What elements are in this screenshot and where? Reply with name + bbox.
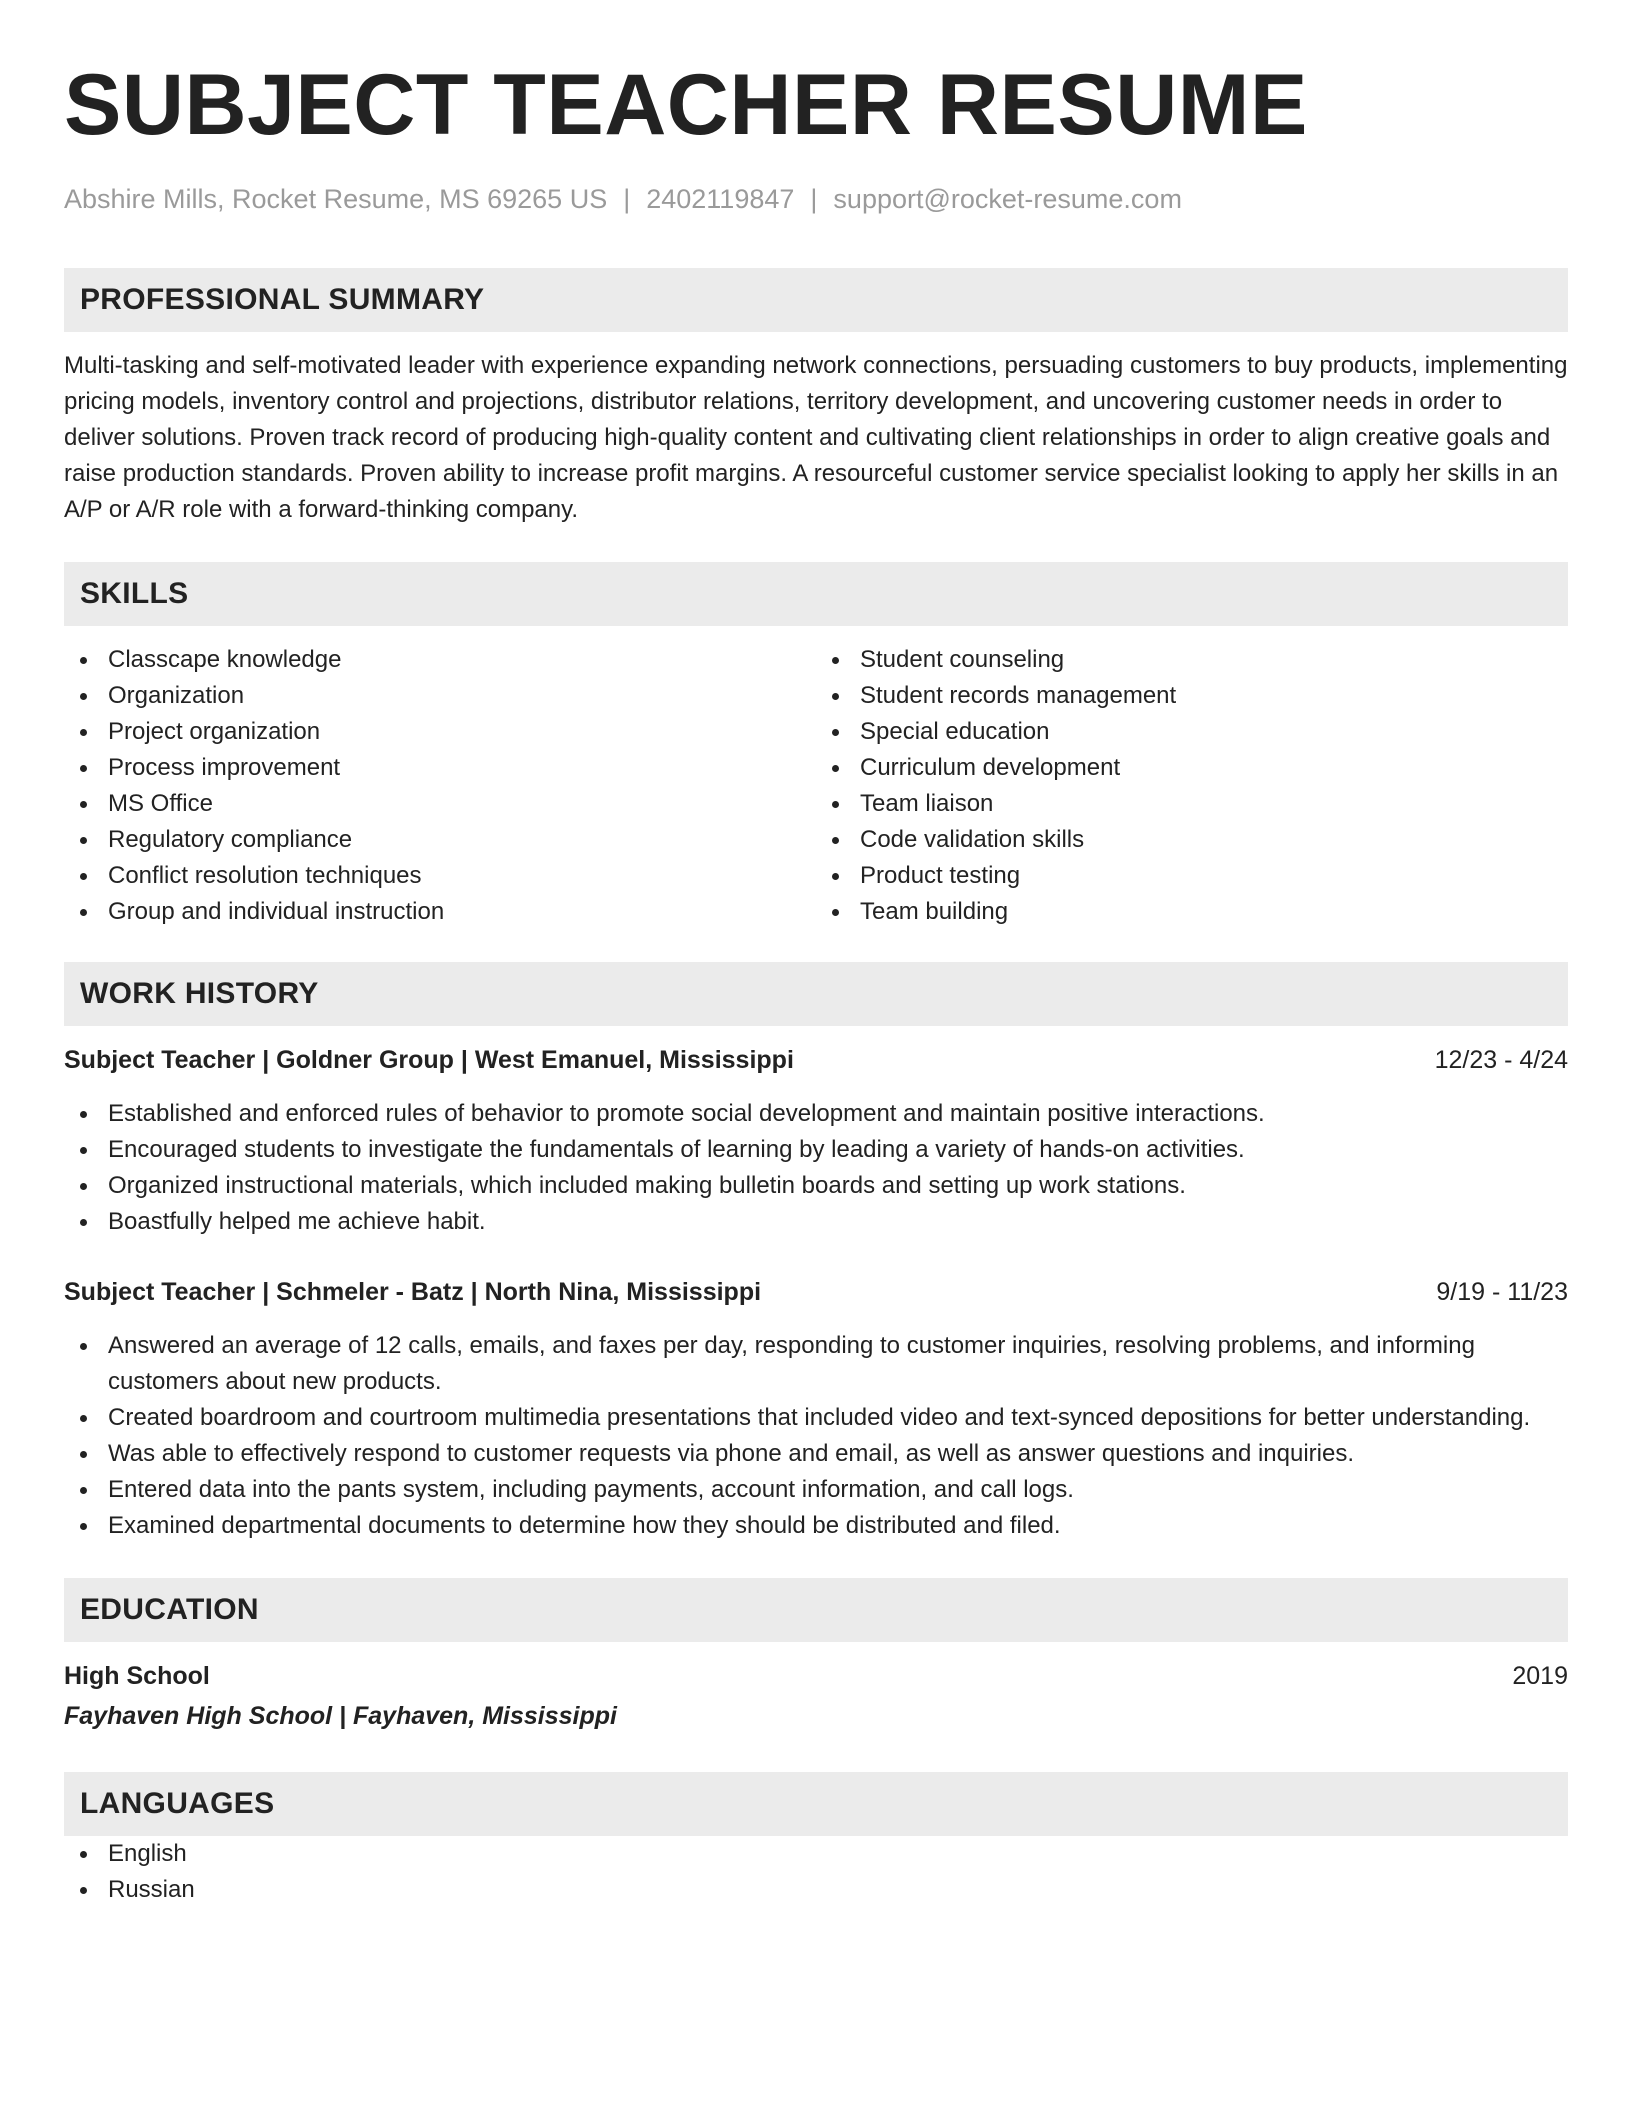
- skills-grid: [64, 642, 1568, 930]
- job-header: [64, 1042, 1568, 1078]
- contact-line: [64, 182, 1568, 216]
- job-bullet: Organized instructional materials, which included making bulletin boards and setting up work stations.: [64, 1168, 1568, 1204]
- skill-item: Team building: [816, 894, 1568, 930]
- job-entry: [64, 1274, 1568, 1544]
- section-heading-work: WORK HISTORY: [64, 962, 1568, 1026]
- skill-item: Code validation skills: [816, 822, 1568, 858]
- job-bullets: [64, 1328, 1568, 1544]
- job-title: Subject Teacher | Goldner Group | West Emanuel, Mississippi: [64, 1046, 794, 1074]
- skill-item: Conflict resolution techniques: [64, 858, 816, 894]
- contact-separator: |: [810, 184, 818, 214]
- job-bullet: Boastfully helped me achieve habit.: [64, 1204, 1568, 1240]
- job-bullet: Examined departmental documents to determine how they should be distributed and filed.: [64, 1508, 1568, 1544]
- professional-summary-section: [64, 268, 1568, 528]
- language-item: Russian: [64, 1872, 1568, 1908]
- job-entry: [64, 1042, 1568, 1240]
- languages-list: [64, 1836, 1568, 1908]
- education-header: [64, 1658, 1568, 1694]
- skills-list-left: [64, 642, 816, 930]
- section-heading-languages: LANGUAGES: [64, 1772, 1568, 1836]
- job-bullet: Established and enforced rules of behavior to promote social development and maintain positive interactions.: [64, 1096, 1568, 1132]
- contact-phone: 2402119847: [646, 184, 795, 214]
- skill-item: Curriculum development: [816, 750, 1568, 786]
- skill-item: Student records management: [816, 678, 1568, 714]
- job-bullet: Was able to effectively respond to customer requests via phone and email, as well as answer questions and inquiries.: [64, 1436, 1568, 1472]
- language-item: English: [64, 1836, 1568, 1872]
- contact-separator: |: [623, 184, 631, 214]
- section-heading-skills: SKILLS: [64, 562, 1568, 626]
- contact-address: Abshire Mills, Rocket Resume, MS 69265 US: [64, 184, 608, 214]
- skill-item: Product testing: [816, 858, 1568, 894]
- skill-item: Special education: [816, 714, 1568, 750]
- skill-item: Regulatory compliance: [64, 822, 816, 858]
- skill-item: Project organization: [64, 714, 816, 750]
- contact-email: support@rocket-resume.com: [833, 184, 1182, 214]
- skill-item: MS Office: [64, 786, 816, 822]
- job-bullet: Entered data into the pants system, including payments, account information, and call logs.: [64, 1472, 1568, 1508]
- job-title: Subject Teacher | Schmeler - Batz | North Nina, Mississippi: [64, 1278, 762, 1306]
- job-header: [64, 1274, 1568, 1310]
- skill-item: Student counseling: [816, 642, 1568, 678]
- skill-item: Classcape knowledge: [64, 642, 816, 678]
- languages-section: [64, 1772, 1568, 1908]
- education-section: [64, 1578, 1568, 1734]
- work-history-section: [64, 962, 1568, 1544]
- job-dates: 12/23 - 4/24: [1434, 1046, 1568, 1074]
- skill-item: Organization: [64, 678, 816, 714]
- education-school: Fayhaven High School | Fayhaven, Mississippi: [64, 1702, 617, 1730]
- education-degree: High School: [64, 1662, 210, 1690]
- skills-section: [64, 562, 1568, 930]
- education-year: 2019: [1512, 1662, 1568, 1690]
- job-bullet: Created boardroom and courtroom multimedia presentations that included video and text-synced depositions for better understanding.: [64, 1400, 1568, 1436]
- job-bullet: Answered an average of 12 calls, emails, and faxes per day, responding to customer inquiries, resolving problems, and informing customers about new products.: [64, 1328, 1568, 1400]
- job-bullet: Encouraged students to investigate the fundamentals of learning by leading a variety of hands-on activities.: [64, 1132, 1568, 1168]
- skill-item: Team liaison: [816, 786, 1568, 822]
- job-bullets: [64, 1096, 1568, 1240]
- section-heading-education: EDUCATION: [64, 1578, 1568, 1642]
- skill-item: Process improvement: [64, 750, 816, 786]
- job-dates: 9/19 - 11/23: [1436, 1278, 1568, 1306]
- resume-title: SUBJECT TEACHER RESUME: [64, 57, 1308, 153]
- skill-item: Group and individual instruction: [64, 894, 816, 930]
- section-heading-summary: PROFESSIONAL SUMMARY: [64, 268, 1568, 332]
- skills-list-right: [816, 642, 1568, 930]
- summary-text: Multi-tasking and self-motivated leader with experience expanding network connections, persuading customers to buy products, implementing pricing models, inventory control and projections, distributor relations, territory development, and uncovering customer needs in order to deliver solutions. Proven track record of producing high-quality content and cultivating client relationships in order to align creative goals and raise production standards. Proven ability to increase profit margins. A resourceful customer service specialist looking to apply her skills in an A/P or A/R role with a forward-thinking company.: [64, 352, 1568, 523]
